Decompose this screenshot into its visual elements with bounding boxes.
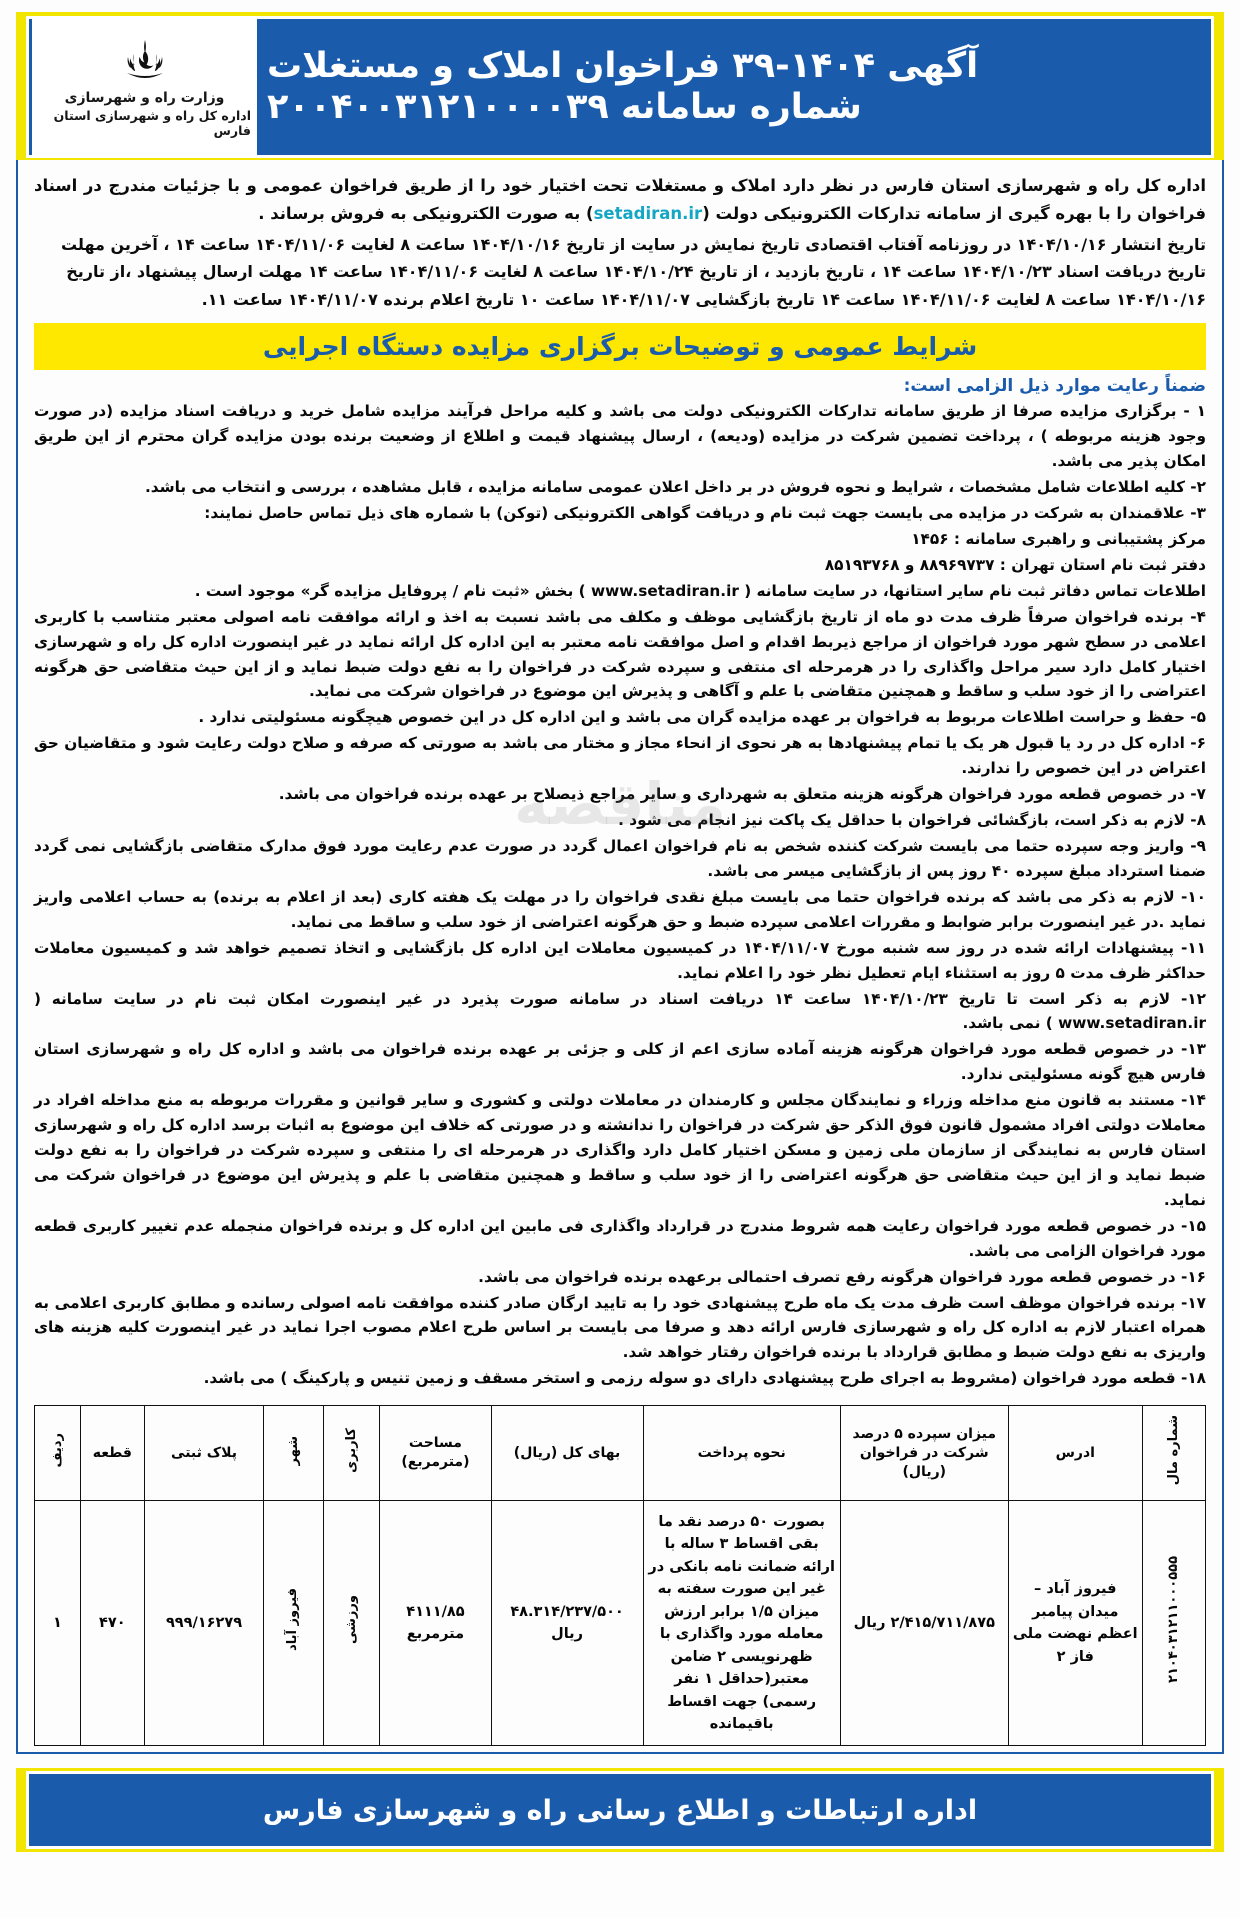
announcement-title: آگهی ۱۴۰۴-۳۹ فراخوان املاک و مستغلات	[267, 45, 979, 86]
cell-usage: ورزشی	[323, 1501, 379, 1746]
clause-item: ۱۶- در خصوص قطعه مورد فراخوان هرگونه رفع تصرف احتمالی برعهده برنده فراخوان می باشد.	[478, 1267, 1206, 1286]
header-total-price: بهای کل (ریال)	[491, 1406, 643, 1501]
cell-deposit: ۲/۴۱۵/۷۱۱/۸۷۵ ریال	[840, 1501, 1008, 1746]
iran-emblem-icon	[122, 37, 168, 88]
header-usage: کاربری	[323, 1406, 379, 1501]
table-row	[35, 1501, 1206, 1746]
clause-item: ۴- برنده فراخوان صرفاً ظرف مدت دو ماه از تاریخ بازگشایی موظف و مکلف می باشد نسبت به اخذ و ارائه موافقت نامه اصولی معتبر متناسب با کاربری اعلامی در سطح شهر مورد فراخوان از مراجع ذیربط اقدام و اصل موافقت نامه معتبر به این اداره کل ارائه نماید در غیر اینصورت اداره کل راه و شهرسازی اختیار کامل دارد سیر مراحل واگذاری را در هرمرحله ای منتفی و سپرده شرکت در فراخوان را به نفع دولت ضبط نماید و از این حیث متقاضی حق هرگونه اعتراضی را از خود سلب و ساقط و همچنین متقاضی با علم و آگاهی و پذیرش این موضوع در فراخوان شرکت می نماید.	[34, 607, 1206, 701]
clause-item: ۲- کلیه اطلاعات شامل مشخصات ، شرایط و نحوه فروش در بر داخل اعلان عمومی سامانه مزایده ، قابل مشاهده ، بررسی و انتخاب می باشد.	[144, 478, 1206, 497]
system-number: شماره سامانه ۲۰۰۴۰۰۳۱۲۱۰۰۰۰۳۹	[267, 87, 862, 127]
header-city: شهر	[264, 1406, 324, 1501]
cell-total-price: ۴۸.۳۱۴/۲۳۷/۵۰۰ ریال	[491, 1501, 643, 1746]
header-registry-plate: پلاک ثبتی	[144, 1406, 263, 1501]
cell-shomare-mal: ۲۱۰۴۰۳۱۲۱۱۰۰۰۵۵۵	[1142, 1501, 1205, 1746]
conditions-list	[34, 399, 1206, 1391]
clause-item: ۷- در خصوص قطعه مورد فراخوان هرگونه هزینه متعلق به شهرداری و سایر مراجع ذیصلاح بر عهده برنده فراخوان می باشد.	[278, 785, 1206, 804]
cell-parcel: ۴۷۰	[80, 1501, 144, 1746]
lot-table-body	[35, 1501, 1206, 1746]
clause-item: ۳- علاقمندان به شرکت در مزایده می بایست جهت ثبت نام و دریافت گواهی الکترونیکی (توکن) با شماره های ذیل تماس حاصل نمایند:	[204, 503, 1206, 522]
intro-text-tail: ) به صورت الکترونیکی به فروش برساند .	[258, 204, 594, 224]
clause-item: اطلاعات تماس دفاتر ثبت نام سایر استانها، در سایت سامانه ( www.setadiran.ir ) بخش «ثبت نام / پروفایل مزایده گر» موجود است .	[194, 581, 1206, 600]
header-shomare-mal: شماره مال	[1142, 1406, 1205, 1501]
lot-table-wrapper	[34, 1405, 1206, 1746]
clause-item: ۵- حفظ و حراست اطلاعات مربوط به فراخوان بر عهده مزایده گران می باشد و این اداره کل در این خصوص هیچگونه مسئولیتی ندارد .	[198, 708, 1206, 727]
publish-date-line: تاریخ انتشار ۱۴۰۴/۱۰/۱۶ در روزنامه آفتاب اقتصادی تاریخ نمایش در سایت از تاریخ ۱۴۰۴/۱۰/۱۶ ساعت ۸ لغایت ۱۴۰۴/۱۱/۰۶ ساعت ۱۴ ، آخرین مهلت	[60, 234, 1206, 254]
watermark: مناقصه	[514, 770, 726, 838]
clause-item: ۱۳- در خصوص قطعه مورد فراخوان هرگونه هزینه آماده سازی اعم از کلی و جزئی بر عهده برنده فراخوان می باشد و اداره کل راه و شهرسازی استان فارس هیچ گونه مسئولیتی ندارد.	[34, 1040, 1206, 1084]
clause-item: ۱۵- در خصوص قطعه مورد فراخوان رعایت همه شروط مندرج در قرارداد واگذاری فی مابین این اداره کل و برنده فراخوان منجمله عدم تغییر کاربری قطعه مورد فراخوان الزامی می باشد.	[34, 1216, 1206, 1260]
setadiran-link[interactable]: setadiran.ir	[593, 204, 703, 224]
footer-label: اداره ارتباطات و اطلاع رسانی راه و شهرسازی فارس	[262, 1794, 978, 1826]
cell-city: فیروز آباد	[264, 1501, 324, 1746]
lot-table-head	[35, 1406, 1206, 1501]
document-receipt-line: تاریخ دریافت اسناد ۱۴۰۴/۱۰/۲۳ ساعت ۱۴ ، تاریخ بازدید ، از تاریخ ۱۴۰۴/۱۰/۲۴ ساعت ۸ لغایت ۱۴۰۴/۱۱/۰۶ ساعت ۱۴ مهلت ارسال پیشنهاد ،از تاریخ	[66, 262, 1206, 282]
intro-text-head: اداره کل راه و شهرسازی استان فارس در نظر دارد املاک و مستغلات تحت اختیار خود را از طریق فراخوان عمومی و با جزئیات مندرج در اسناد فراخوان را با بهره گیری از سامانه تدارکات الکترونیکی دولت (	[34, 176, 1206, 224]
clause-item: دفتر ثبت نام استان تهران : ۸۸۹۶۹۷۳۷ و ۸۵۱۹۳۷۶۸	[824, 555, 1206, 574]
header-area: مساحت (مترمربع)	[380, 1406, 491, 1501]
lot-table	[34, 1405, 1206, 1746]
cell-row-number: ۱	[35, 1501, 81, 1746]
clause-item: ۱۷- برنده فراخوان موظف است ظرف مدت یک ماه طرح پیشنهادی خود را به تایید ارگان صادر کننده موافقت نامه اصولی رسانده و مطابق کاربری اعلامی به همراه اعتبار لازم به اداره کل راه و شهرسازی فارس ارائه دهد و صرفا می بایست بر اساس طرح اعلام مصوب اجرا نماید در غیر اینصورت کلیه هزینه های واریزی به نفع دولت ضبط و مطابق قرارداد با برنده فراخوان رفتار خواهد شد.	[34, 1293, 1206, 1362]
schedule-block	[34, 231, 1206, 314]
clause-item: ۹- واریز وجه سپرده حتما می بایست شرکت کننده شخص به نام فراخوان اعمال گردد در صورت عدم رعایت مورد فوق مدارک متقاضی بازگشایی نمی گردد ضمنا استرداد مبلغ سپرده ۴۰ روز پس از بازگشایی میسر می باشد.	[34, 836, 1206, 880]
clause-item: ۶- اداره کل در رد یا قبول هر یک یا تمام پیشنهادها به هر نحوی از انحاء مجاز و مختار می باشد به صورتی که صرفه و صلاح دولت رعایت شود و متقاضیان حق اعتراض در این خصوص را ندارند.	[34, 734, 1206, 778]
header-deposit: میزان سپرده ۵ درصد شرکت در فراخوان (ریال)	[840, 1406, 1008, 1501]
clause-item: ۱۰- لازم به ذکر می باشد که برنده فراخوان حتما می بایست مبلغ نقدی فراخوان را در مهلت یک هفته کاری (بعد از اعلام به برنده) به حساب اعلامی واریز نماید .در غیر اینصورت برابر ضوابط و مقررات اعلامی سپرده ضبط و حق هرگونه اعتراضی از خود سلب و ساقط می نماید.	[34, 887, 1206, 931]
header-blue-panel	[26, 16, 1214, 158]
clause-item: ۱۸- قطعه مورد فراخوان (مشروط به اجرای طرح پیشنهادی دارای دو سوله رزمی و استخر مسقف و زمین تنیس و پارکینگ ) می باشد.	[203, 1369, 1206, 1388]
header-parcel: قطعه	[80, 1406, 144, 1501]
section-banner-label: شرایط عمومی و توضیحات برگزاری مزایده دستگاه اجرایی	[262, 332, 978, 362]
header-title-block	[257, 19, 1211, 155]
clause-item: ۱۱- پیشنهادات ارائه شده در روز سه شنبه مورخ ۱۴۰۴/۱۱/۰۷ در کمیسیون معاملات این اداره کل بازگشایی و اتخاذ تصمیم خواهد شد و کمیسیون معاملات حداکثر ظرف مدت ۵ روز به استثناء ایام تعطیل نظر خود را اعلام نماید.	[34, 938, 1206, 982]
cell-area: ۴۱۱۱/۸۵ مترمربع	[380, 1501, 491, 1746]
header-address: ادرس	[1008, 1406, 1142, 1501]
page-header	[16, 12, 1224, 160]
mandatory-note: ضمناً رعایت موارد ذیل الزامی است:	[903, 376, 1206, 397]
header-payment-method: نحوه پرداخت	[643, 1406, 840, 1501]
ministry-name: وزارت راه و شهرسازی	[64, 89, 225, 106]
clause-item: ۸- لازم به ذکر است، بازگشائی فراخوان با حداقل یک پاکت نیز انجام می شود .	[618, 811, 1206, 830]
clause-item: ۱۲- لازم به ذکر است تا تاریخ ۱۴۰۴/۱۰/۲۳ ساعت ۱۴ دریافت اسناد در سامانه صورت پذیرد در غیر اینصورت امکان ثبت نام در سایت سامانه ( www.setadiran.ir ) نمی باشد.	[34, 989, 1206, 1033]
intro-paragraph	[34, 172, 1206, 229]
content-frame	[16, 160, 1224, 1754]
header-row-number: ردیف	[35, 1406, 81, 1501]
opening-date-line: ۱۴۰۴/۱۰/۱۶ ساعت ۸ لغایت ۱۴۰۴/۱۱/۰۶ ساعت ۱۴ تاریخ بازگشایی ۱۴۰۴/۱۱/۰۷ ساعت ۱۰ تاریخ اعلام برنده ۱۴۰۴/۱۱/۰۷ ساعت ۱۱.	[201, 289, 1206, 309]
cell-payment-method: بصورت ۵۰ درصد نقد ما بقی اقساط ۳ ساله با ارائه ضمانت نامه بانکی در غیر این صورت سفته به میزان ۱/۵ برابر ارزش معامله مورد واگذاری با ظهرنویسی ۲ ضامن معتبر(حداقل ۱ نفر رسمی) جهت اقساط باقیمانده	[643, 1501, 840, 1746]
provincial-office-name: اداره کل راه و شهرسازی استان فارس	[53, 107, 251, 138]
ministry-logo-block	[29, 19, 257, 155]
cell-address: فیروز آباد – میدان پیامبر اعظم نهضت ملی فاز ۲	[1008, 1501, 1142, 1746]
clause-item: ۱ - برگزاری مزایده صرفا از طریق سامانه تدارکات الکترونیکی دولت می باشد و کلیه مراحل فرآیند مزایده شامل خرید و دریافت اسناد مزایده (در صورت وجود هزینه مربوطه ) ، پرداخت تضمین شرکت در مزایده (ودیعه) ، ارسال پیشنهاد قیمت و اطلاع از وضعیت برنده بودن مزایده گران محترم از این طریق امکان پذیر می باشد.	[34, 402, 1206, 471]
table-header-row	[35, 1406, 1206, 1501]
section-banner	[34, 323, 1206, 370]
page-footer	[16, 1768, 1224, 1852]
footer-blue-panel	[26, 1771, 1214, 1849]
cell-registry-plate: ۹۹۹/۱۶۲۷۹	[144, 1501, 263, 1746]
clause-item: ۱۴- مستند به قانون منع مداخله وزراء و نمایندگان مجلس و کارمندان در معاملات دولتی و کشوری و سایر قوانین و مقررات مربوطه به منع مداخله افراد در معاملات دولتی افراد مشمول قانون فوق الذکر حق شرکت در فراخوان را ندانشته و در صورتی که خلاف این موضوع به اثبات برسد اداره کل راه و شهرسازی استان فارس به نمایندگی از سازمان ملی زمین و مسکن اختیار کامل دارد واگذاری در هرمرحله ای را منتفی و سپرده شرکت در فراخوان را به نفع دولت ضبط نماید و از این حیث متقاضی حق هرگونه اعتراضی را از خود سلب و ساقط و همچنین متقاضی با علم و پذیرش این موضوع در فراخوان شرکت می نماید.	[34, 1091, 1206, 1209]
clause-item: مرکز پشتیبانی و راهبری سامانه : ۱۴۵۶	[911, 529, 1206, 548]
